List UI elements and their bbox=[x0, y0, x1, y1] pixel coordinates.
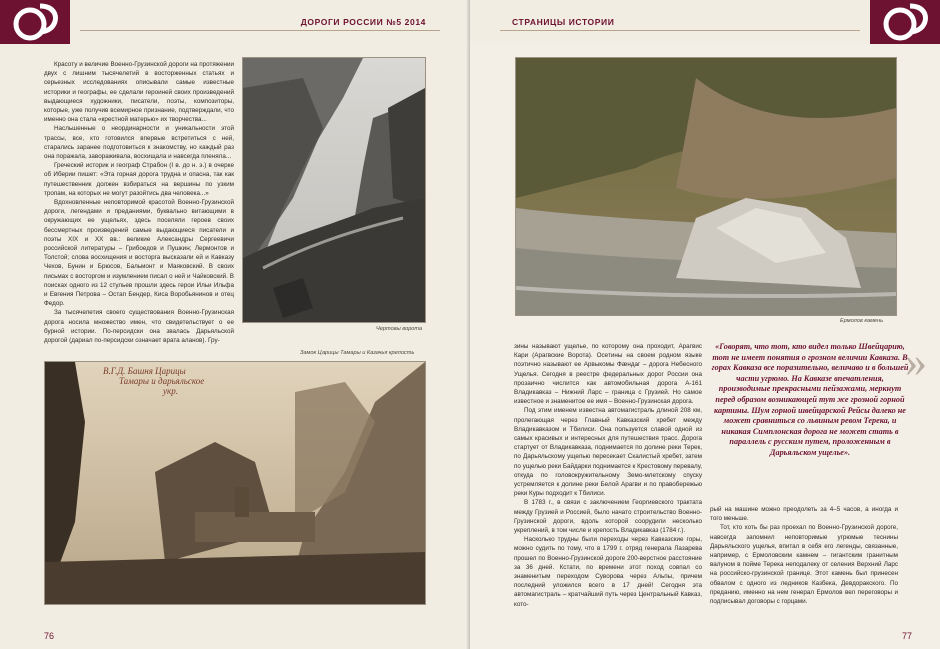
running-head-left: ДОРОГИ РОССИИ №5 2014 bbox=[300, 17, 426, 27]
postcard-line: укр. bbox=[163, 386, 178, 396]
pull-quote: «Говорят, что тот, кто видел только Швейцарию, тот не имеет понятия о грозном величии Кавказа. В горах Кавказа все поразительно, величаво и в большей части угрюмо. На Кавказе впечатления, производимые прекрасными пейзажами, меркнут перед образом возникающей тут же грозной горной картины. Шум горной швейцарской Рейсы далеко не может сравниться со львиным ревом Терека, и никакая Симплонская дорога не может стать в параллель с русским путем, проложенным в Дарьяльском ущелье». bbox=[711, 342, 909, 457]
running-head-right: СТРАНИЦЫ ИСТОРИИ bbox=[512, 17, 615, 27]
page-number-left: 76 bbox=[44, 631, 55, 641]
brand-logo-left bbox=[0, 0, 70, 44]
header-rule-right bbox=[500, 30, 860, 31]
page-number-right: 77 bbox=[901, 631, 912, 641]
paragraph: Вдохновленные неповторимой красотой Военно-Грузинской дороги, легендами и преданиями, буквально витающими в окружающих ее ущельях, здесь поселяли героев своих бессмертных произведений самые выдающиеся писатели и поэты XIX и XX вв.: великие Александры Сергеевичи российской литературы – Грибоедов и Пушкин; Лермонтов и Толстой; слова восхищения и восторга высказали ей и Кавказу Чехов, Бунин и Брюсов, Бальмонт и Маяковский. В своих письмах с восторгом и изумлением писал о ней и Чайковский. В поисках одного из 12 стульев прошли здесь герои Ильи Ильфа и Евгения Петрова – Остап Бендер, Киса Воробьянинов и отец Федор. bbox=[44, 199, 234, 308]
postcard-inscription bbox=[103, 366, 204, 396]
caption-zamok: Замок Царицы Тамары и Казачья крепость bbox=[300, 350, 415, 356]
header-rule-left bbox=[80, 30, 440, 31]
right-page bbox=[470, 0, 940, 649]
color-valley-photo bbox=[516, 58, 896, 315]
paragraph: Насльшенные о неординарности и уникальности этой трассы, все, кто готовился впервые встретиться с ней, старались заранее подготовиться к знакомству, но каждый раз она поражала, завораживала, восхищала и навсегда пленяла... bbox=[44, 125, 234, 161]
postcard-line: Тамары и дарьяльское bbox=[119, 376, 205, 386]
logo-glyph-icon bbox=[10, 2, 60, 42]
paragraph: В 1783 г., в связи с заключением Георгиевского трактата между Грузией и Россией, было начато строительство Военно-Грузинской дороги, вдоль которой соорудили несколько укреплений, в том числе и крепость Владикавказ (1784 г.). bbox=[514, 499, 702, 535]
caption-chortov: Чертовы ворота bbox=[376, 326, 423, 332]
left-article-column bbox=[44, 60, 234, 345]
paragraph: зины называют ущелье, по которому она проходит, Арагвис Кари (Арагвские Ворота). Осетины на своем родном языке поэтично называют ее Арвыкомы Фæндаг – дорога Небесного Ущелья. Сегодня в реестре федеральных дорог России она прозаично числится как автомобильная дорога А-161 Владикавказ – Нижний Ларс – граница с Грузией. Но самое известное и знаменитое ее имя – Военно-Грузинская дорога. bbox=[514, 343, 702, 406]
sepia-postcard bbox=[45, 362, 425, 604]
paragraph: Насколько трудны были переходы через Кавказские горы, можно судить по тому, что в 1799 г. отряд генерала Лазарева прошел по Военно-Грузинской дороге 200-верстное расстояние за 36 дней. Кстати, по времени этот поход совпал со знаменитым переходом Суворова через Альпы, причем последний уложился всего в 17 дней! Сегодня эта автомагистраль – кратчайший путь через Центральный Кавказ, кото- bbox=[514, 536, 702, 608]
postcard-line: В.Г.Д. Башня Царицы bbox=[103, 366, 186, 376]
mountain-photo-bw bbox=[243, 58, 425, 322]
right-article-column bbox=[710, 505, 898, 606]
photo-postcard-zamok bbox=[44, 361, 426, 605]
caption-ermolov: Ермолов камень bbox=[840, 318, 884, 324]
paragraph: Греческий историк и географ Страбон (I в. до н. э.) в очерке об Иберии пишет: «Эта горная дорога трудна и опасна, так как путешественник должен взбираться на вершины по узким тропам, на которых не могут разойтись два человека...» bbox=[44, 162, 234, 197]
paragraph: Тот, кто хоть бы раз проехал по Военно-Грузинской дороге, навсегда запомнил неповторимые угрюмые теснины Дарьяльского ущелья, впитал в себя его легенды, связанные, например, с Ермоловским камнем – гигантским гранитным валуном в пойме Терека неподалеку от селения Верхний Ларс на российско-грузинской границе. Этот камень был принесен обвалом с одного из ледников Казбека, Девдоракского. По преданию, именно на нем генерал Ермолов вел переговоры и подписывал договоры с горцами. bbox=[710, 524, 898, 606]
photo-ermolov-kamen bbox=[515, 57, 897, 316]
photo-chortov-vorota bbox=[242, 57, 426, 323]
quote-mark-icon: » bbox=[905, 337, 927, 386]
paragraph: рый на машине можно преодолеть за 4–5 часов, а иногда и того меньше. bbox=[710, 506, 898, 523]
paragraph: Красоту и величие Военно-Грузинской дороги на протяжении двух с лишним тысячелетий в восторженных статьях и серьезных исследованиях описывали самые известные историки и географы, ее сделали героиней своих произведений выдающиеся художники, писатели, поэты, композиторы, которые, уже получив всемирное признание, подтверждали, что именно она стала «крестной матерью» их творчества... bbox=[44, 61, 234, 124]
paragraph: За тысячелетия своего существования Военно-Грузинская дорога носила множество имен, что свидетельствует о ее бурной истории. По-персидски она звалась Дарьяльской дорогой (дариал по-персидски означает врата аланов). Гру- bbox=[44, 309, 234, 345]
logo-glyph-icon bbox=[880, 2, 930, 42]
middle-article-column bbox=[514, 342, 702, 609]
brand-logo-right bbox=[870, 0, 940, 44]
paragraph: Под этим именем известна автомагистраль длиной 208 км, пролегающая через Главный Кавказский хребет между Владикавказом и Тбилиси. Она пользуется славой одной из самых красивых и интересных для путешествия трасс. Дорога стартует от Владикавказа, поднимается по долине реки Терек, по Дарьяльскому ущелью пересекает Скалистый хребет, затем по ущелью реки Байдарки поднимается к Крестовому перевалу, откуда по головокружительному Земо-млетскому спуску устремляется к долине реки Белой Арагви и по правобережью реки Куры подходит к Тбилиси. bbox=[514, 407, 702, 498]
